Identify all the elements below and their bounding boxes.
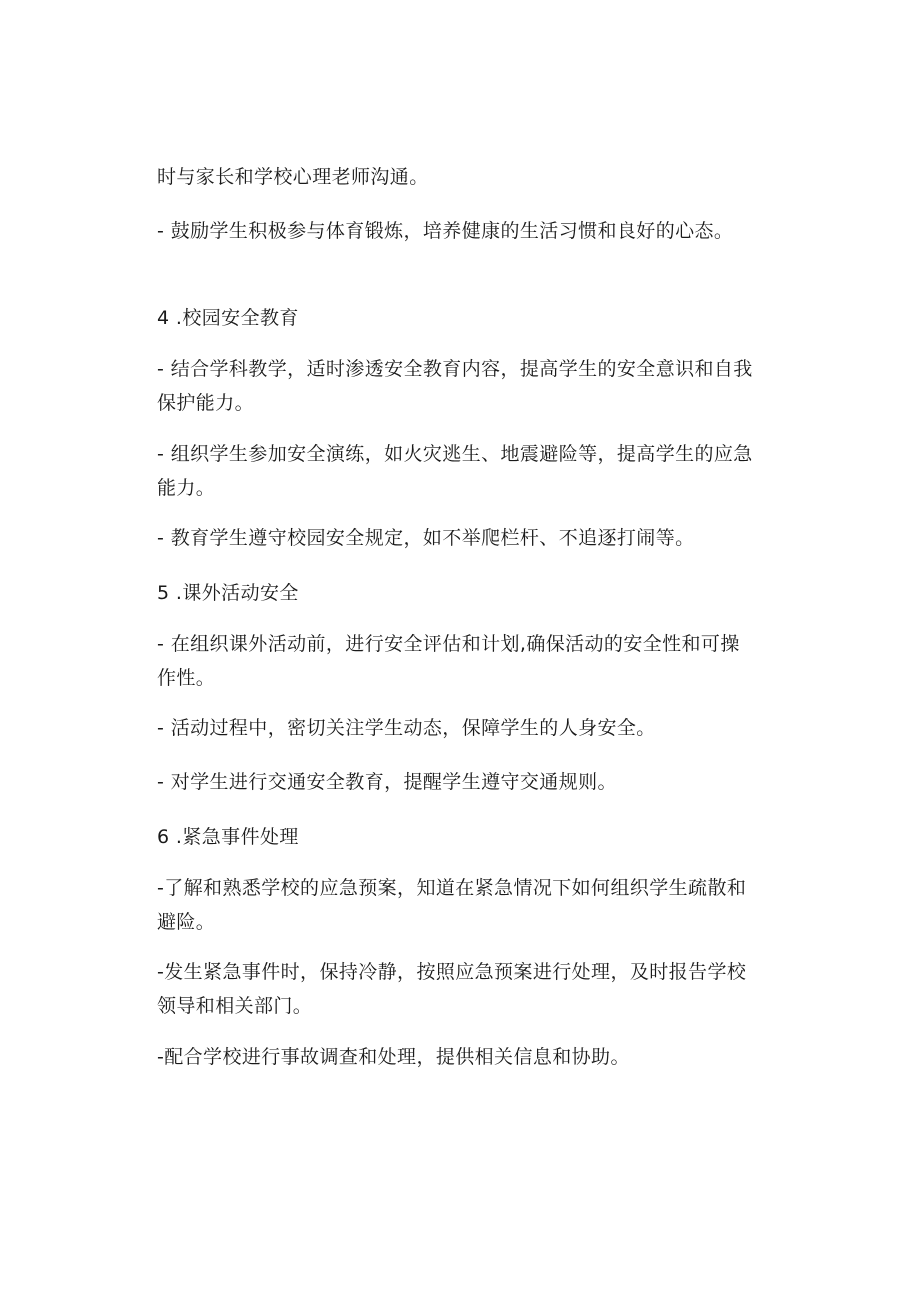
- paragraph-bullet: - 在组织课外活动前，进行安全评估和计划,确保活动的安全性和可操作性。: [157, 633, 740, 689]
- paragraph-continuation: 时与家长和学校心理老师沟通。: [157, 166, 429, 188]
- section-heading-4: 4 .校园安全教育: [157, 307, 299, 329]
- paragraph-bullet: -了解和熟悉学校的应急预案，知道在紧急情况下如何组织学生疏散和避险。: [157, 877, 747, 933]
- paragraph-bullet: -配合学校进行事故调查和处理，提供相关信息和协助。: [157, 1046, 630, 1068]
- section-heading-5: 5 .课外活动安全: [157, 582, 299, 604]
- paragraph-bullet: - 结合学科教学，适时渗透安全教育内容，提高学生的安全意识和自我保护能力。: [157, 358, 753, 414]
- paragraph-bullet: -发生紧急事件时，保持冷静，按照应急预案进行处理，及时报告学校领导和相关部门。: [157, 961, 747, 1017]
- section-heading-6: 6 .紧急事件处理: [157, 826, 299, 848]
- paragraph-bullet: - 活动过程中，密切关注学生动态，保障学生的人身安全。: [157, 717, 656, 739]
- paragraph-bullet: - 对学生进行交通安全教育，提醒学生遵守交通规则。: [157, 771, 617, 793]
- paragraph-bullet: - 教育学生遵守校园安全规定，如不举爬栏杆、不追逐打闹等。: [157, 527, 695, 549]
- paragraph-bullet: - 鼓励学生积极参与体育锻炼，培养健康的生活习惯和良好的心态。: [157, 220, 734, 242]
- paragraph-bullet: - 组织学生参加安全演练，如火灾逃生、地震避险等，提高学生的应急能力。: [157, 443, 753, 499]
